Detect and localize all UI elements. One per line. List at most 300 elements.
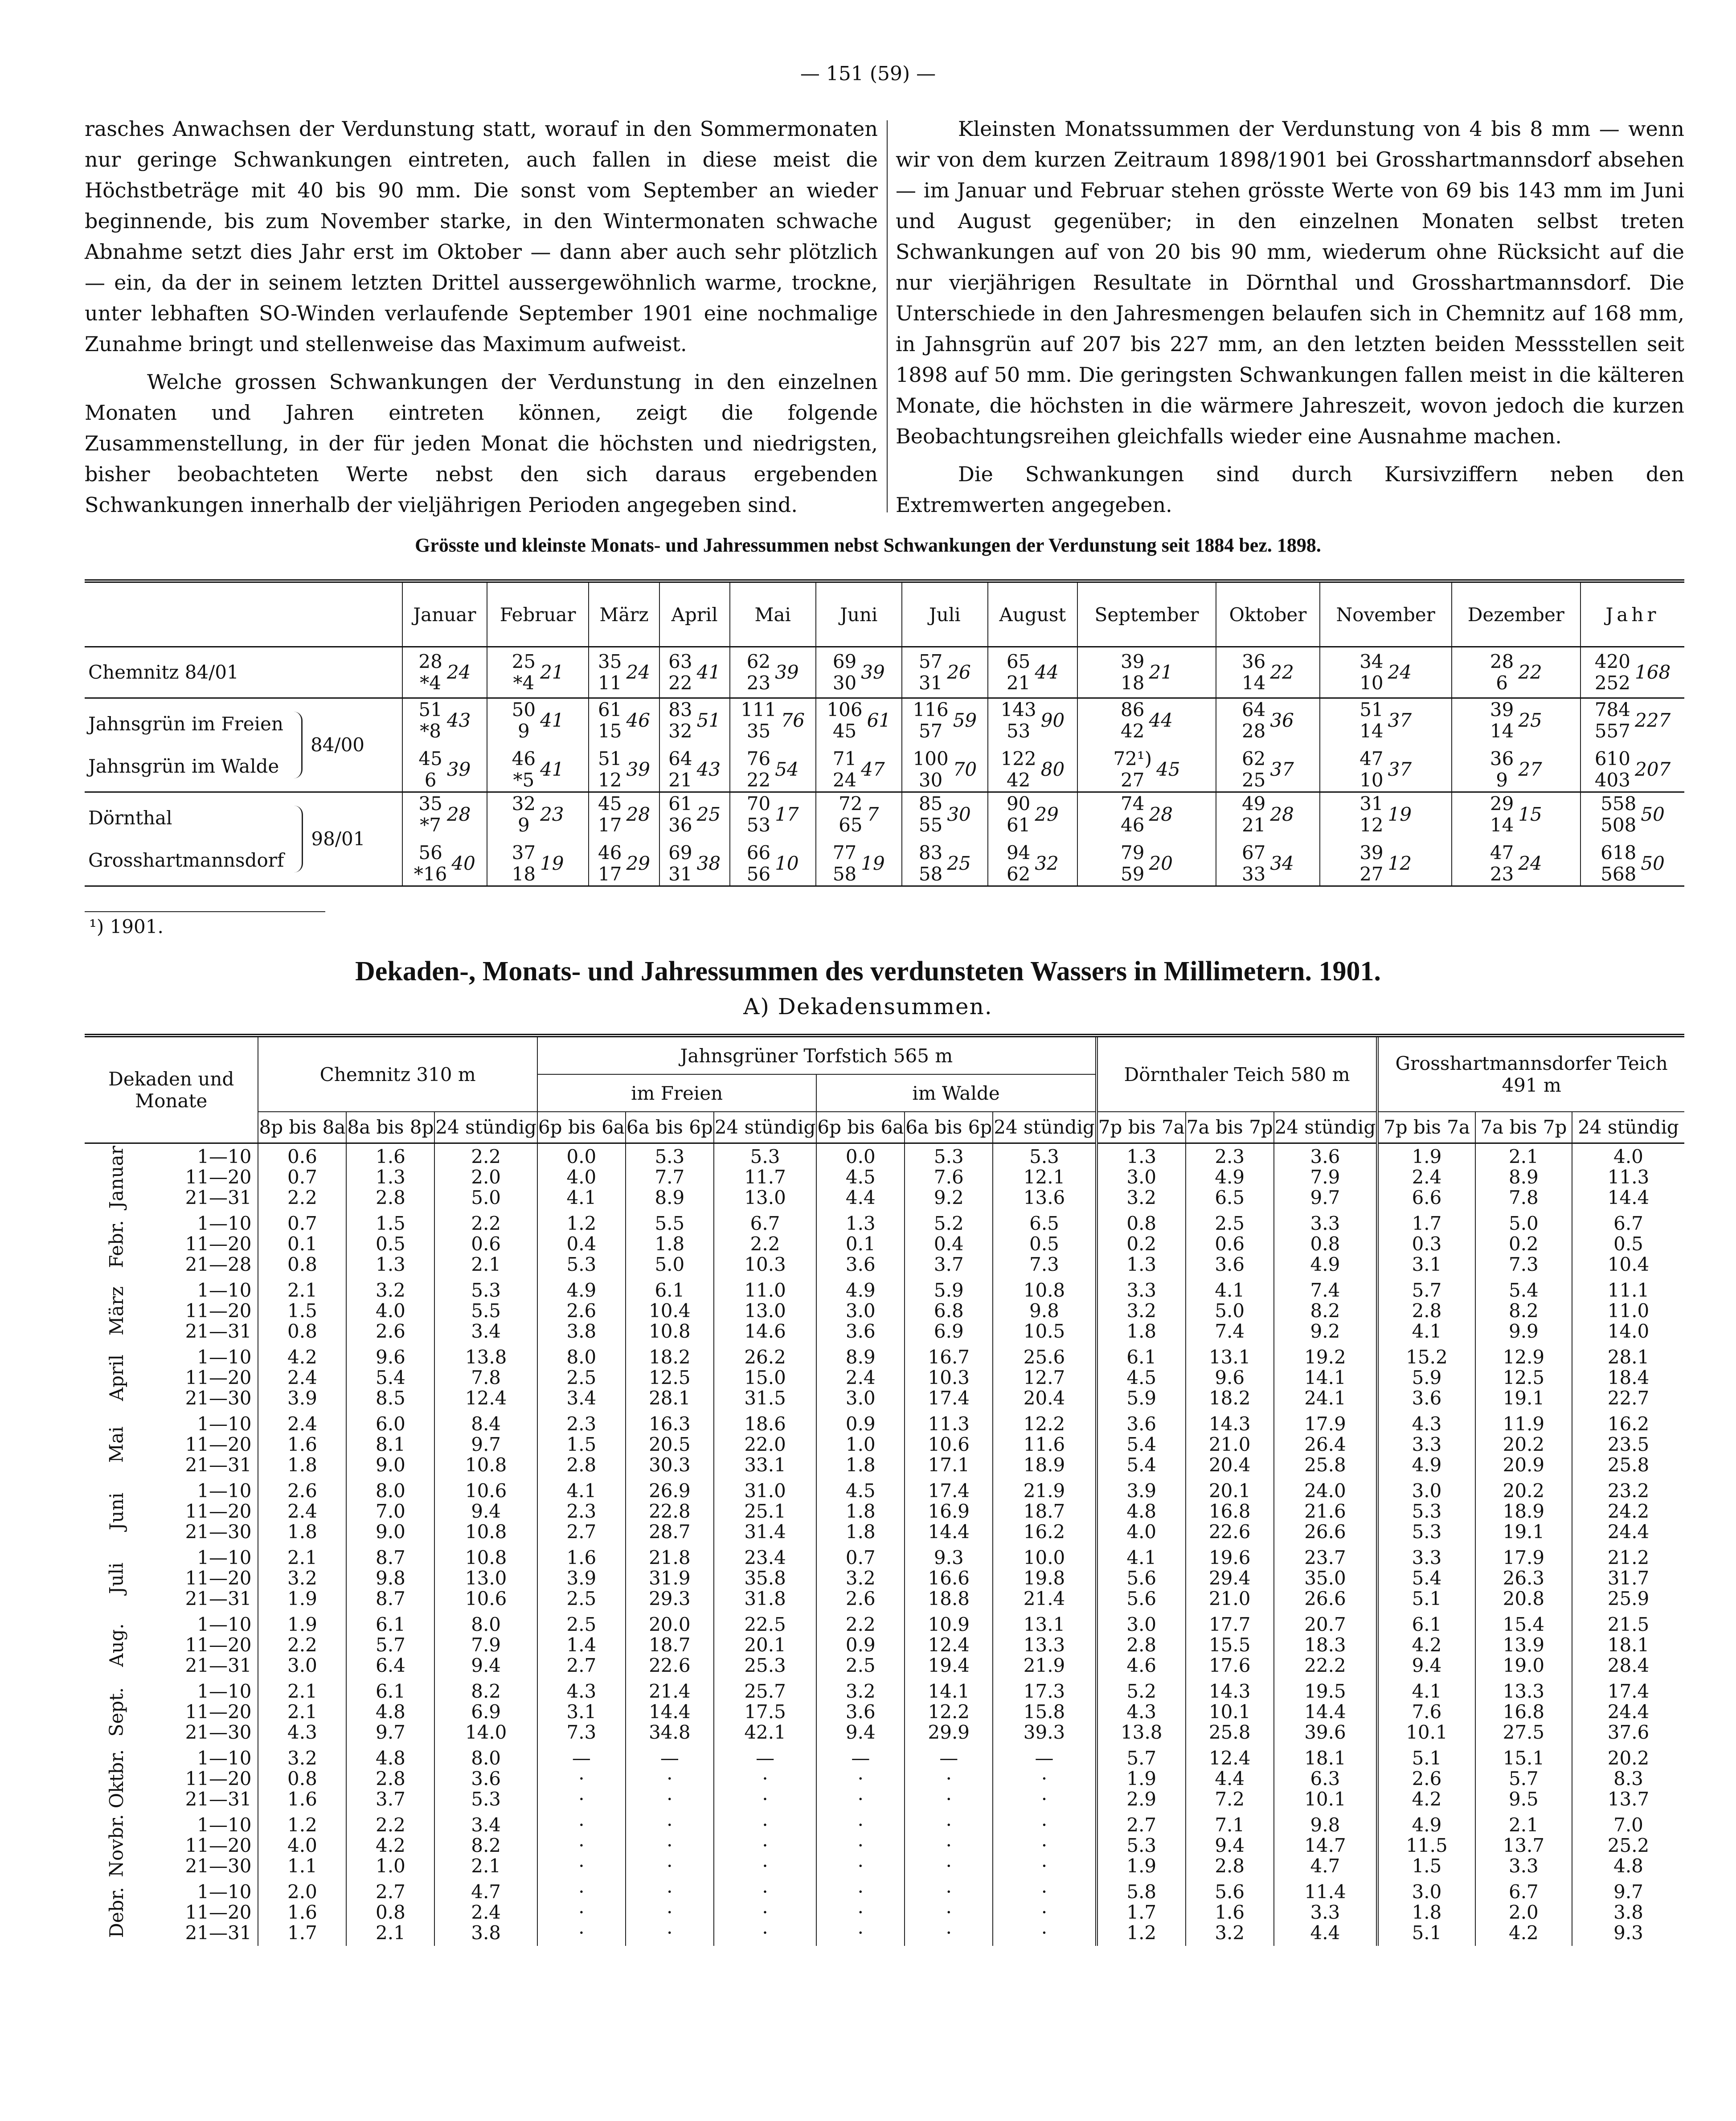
max-min-pair: [747, 748, 770, 791]
value-cell: 1.6: [287, 1788, 317, 1810]
value-cell: 0.8: [287, 1320, 317, 1342]
min-value: 58: [918, 863, 943, 885]
value-cell: 8.5: [376, 1387, 405, 1409]
value-cell: 5.9: [1126, 1387, 1157, 1409]
decade-values: [1377, 1411, 1475, 1478]
decade-values: [1274, 1545, 1378, 1612]
value-cell: 42.1: [744, 1721, 786, 1743]
value-cell: 10.6: [465, 1479, 507, 1502]
range-value: 19: [540, 852, 564, 874]
max-min-pair: [747, 793, 770, 836]
min-value: 17: [598, 863, 622, 885]
value-cell: 8.0: [566, 1346, 597, 1368]
value-cell: 3.0: [1412, 1880, 1442, 1903]
value-cell: 1.0: [845, 1433, 876, 1455]
value-cell: 4.6: [1126, 1654, 1157, 1676]
max-min-pair: [418, 651, 442, 694]
value-cell: 1.9: [1126, 1855, 1157, 1877]
value-cell: 9.4: [1215, 1834, 1245, 1856]
range-value: 59: [953, 709, 977, 731]
decade-values: [1186, 1612, 1274, 1679]
extremes-cell: [1320, 647, 1452, 698]
decade-values: [714, 1612, 817, 1679]
extremes-cell: [487, 647, 589, 698]
min-value: 42: [1006, 769, 1031, 791]
header-month: Juli: [902, 581, 988, 647]
value-cell: 25.8: [1208, 1721, 1251, 1743]
value-cell: 0.6: [287, 1145, 317, 1167]
value-cell: 3.6: [845, 1700, 876, 1723]
value-cell: 3.0: [1126, 1166, 1157, 1188]
value-cell: 3.0: [1412, 1479, 1442, 1502]
value-cell: 11.7: [744, 1166, 786, 1188]
decade-values: [434, 1545, 537, 1612]
decade-values: [258, 1879, 346, 1946]
value-cell: 28.1: [1607, 1346, 1650, 1368]
max-value: 35: [598, 651, 622, 672]
value-cell: 5.4: [1126, 1454, 1157, 1476]
value-cell: 0.5: [1613, 1232, 1643, 1255]
value-cell: 0.4: [934, 1232, 964, 1255]
value-cell: 0.9: [845, 1413, 876, 1435]
value-cell: 2.1: [287, 1546, 317, 1568]
value-cell: —: [939, 1747, 958, 1769]
month-name: Sept.: [105, 1687, 127, 1736]
decade-values: [993, 1679, 1097, 1745]
decade-values: [1572, 1344, 1684, 1411]
max-value: 122: [1000, 748, 1036, 770]
range-value: 21: [1149, 661, 1173, 683]
value-cell: 2.3: [566, 1413, 597, 1435]
value-cell: 0.5: [376, 1232, 405, 1255]
value-cell: 1.8: [655, 1232, 685, 1255]
value-cell: 13.8: [465, 1346, 507, 1368]
range-value: 24: [1518, 852, 1542, 874]
value-cell: ·: [762, 1880, 768, 1903]
value-cell: 2.0: [287, 1880, 317, 1903]
min-value: *4: [420, 672, 442, 694]
value-cell: 20.4: [1208, 1454, 1251, 1476]
value-cell: 1.7: [1126, 1901, 1157, 1923]
value-cell: 4.3: [1412, 1413, 1442, 1435]
decade-values: [1377, 1812, 1475, 1879]
extremes-cell: [402, 698, 487, 792]
decade-values: [1097, 1278, 1186, 1344]
header-month: Oktober: [1216, 581, 1320, 647]
station-label: [85, 698, 402, 792]
range-value: 39: [626, 758, 650, 780]
month-name: Juni: [105, 1492, 127, 1530]
value-cell: 8.2: [471, 1834, 501, 1856]
value-cell: 13.0: [744, 1299, 786, 1322]
month-label: [85, 1143, 148, 1211]
value-cell: 9.4: [845, 1721, 876, 1743]
value-cell: 26.9: [649, 1479, 691, 1502]
decade-values: [346, 1612, 434, 1679]
range-value: 50: [1641, 852, 1665, 874]
value-cell: ·: [667, 1880, 673, 1903]
value-cell: 4.1: [1215, 1279, 1245, 1301]
max-value: 65: [1006, 651, 1031, 672]
value-cell: 1.5: [376, 1212, 405, 1234]
min-value: 45: [832, 720, 857, 742]
value-cell: 19.1: [1503, 1387, 1545, 1409]
value-cell: 14.4: [1304, 1700, 1346, 1723]
value-cell: 9.7: [376, 1721, 405, 1743]
decade-values: [1475, 1411, 1572, 1478]
value-cell: 8.9: [1508, 1166, 1539, 1188]
max-value: 62: [746, 651, 771, 672]
value-cell: 3.6: [1310, 1145, 1340, 1167]
value-cell: 17.5: [744, 1700, 786, 1723]
value-cell: 12.7: [1023, 1366, 1065, 1388]
decade-values: [537, 1745, 626, 1812]
text-column-right: [896, 114, 1684, 528]
decade-values: [714, 1211, 817, 1278]
decade-values: [626, 1143, 714, 1211]
value-cell: ·: [857, 1788, 864, 1810]
max-value: 51: [1359, 699, 1384, 721]
min-value: 58: [832, 863, 857, 885]
decade-values: [905, 1812, 993, 1879]
decade-values: [1186, 1745, 1274, 1812]
value-cell: 1.9: [287, 1613, 317, 1635]
extremes-cell: [1580, 647, 1684, 698]
value-cell: 24.4: [1607, 1520, 1650, 1543]
value-cell: 11.9: [1503, 1413, 1545, 1435]
value-cell: ·: [578, 1921, 585, 1944]
value-cell: 2.5: [566, 1613, 597, 1635]
decade-values: [1186, 1411, 1274, 1478]
value-cell: 3.6: [471, 1767, 501, 1789]
decade-values: [537, 1612, 626, 1679]
value-cell: 2.6: [566, 1299, 597, 1322]
min-value: 9: [517, 814, 530, 836]
max-min-pair: [668, 842, 692, 885]
value-cell: 20.7: [1304, 1613, 1346, 1635]
value-cell: 5.1: [1412, 1921, 1442, 1944]
decade-values: [258, 1143, 346, 1211]
value-cell: ·: [578, 1834, 585, 1856]
max-value: 46: [512, 748, 536, 770]
decade-values: [626, 1545, 714, 1612]
decade-values: [714, 1278, 817, 1344]
decade-labels: [148, 1679, 258, 1745]
subheader-period: 6a bis 6p: [626, 1112, 714, 1143]
min-value: 62: [1006, 863, 1031, 885]
decade-values: [1377, 1143, 1475, 1211]
decade-values: [258, 1478, 346, 1545]
value-cell: 3.3: [1310, 1901, 1340, 1923]
value-cell: 6.1: [1126, 1346, 1157, 1368]
value-cell: 4.1: [1126, 1546, 1157, 1568]
value-cell: 2.4: [1412, 1166, 1442, 1188]
decade-values: [1572, 1812, 1684, 1879]
decade-values: [905, 1278, 993, 1344]
value-cell: 9.6: [1215, 1366, 1245, 1388]
min-value: 10: [1359, 769, 1384, 791]
value-cell: 10.4: [1607, 1253, 1650, 1275]
value-cell: —: [660, 1747, 679, 1769]
value-cell: 0.8: [287, 1253, 317, 1275]
max-value: 47: [1490, 842, 1514, 864]
value-cell: 3.6: [845, 1320, 876, 1342]
value-cell: 25.1: [744, 1500, 786, 1522]
decade-values: [1475, 1612, 1572, 1679]
range-value: 15: [1518, 803, 1542, 825]
value-cell: 3.2: [1215, 1921, 1245, 1944]
decade-values: [905, 1344, 993, 1411]
value-cell: 17.4: [1607, 1680, 1650, 1702]
value-cell: 18.6: [744, 1413, 786, 1435]
min-value: 21: [668, 769, 692, 791]
range-value: 39: [861, 661, 885, 683]
range-value: 28: [1149, 803, 1173, 825]
extremes-cell: [1452, 647, 1580, 698]
max-value: 50: [512, 699, 536, 721]
value-cell: 18.2: [1208, 1387, 1251, 1409]
value-cell: 16.8: [1208, 1500, 1251, 1522]
value-cell: 12.1: [1023, 1166, 1065, 1188]
month-row: [85, 1545, 1684, 1612]
value-cell: 4.4: [1310, 1921, 1340, 1944]
value-cell: 1.4: [566, 1634, 597, 1656]
extremes-cell: [988, 647, 1077, 698]
value-cell: 5.7: [1412, 1279, 1442, 1301]
max-value: 558: [1601, 793, 1637, 815]
month-name: Oktbr.: [105, 1749, 127, 1808]
month-name: März: [105, 1286, 127, 1335]
period-label: 98/01: [311, 828, 365, 850]
value-cell: ·: [1041, 1767, 1048, 1789]
value-cell: 31.7: [1607, 1567, 1650, 1589]
decade-values: [434, 1211, 537, 1278]
decade-label: 11—20: [185, 1634, 252, 1656]
value-cell: 2.1: [376, 1921, 405, 1944]
header-doernthal: Dörnthaler Teich 580 m: [1097, 1036, 1377, 1112]
value-cell: ·: [762, 1855, 768, 1877]
extremes-cell: [730, 647, 816, 698]
value-cell: 1.5: [1412, 1855, 1442, 1877]
extremes-table: [85, 579, 1684, 887]
range-value: 43: [446, 709, 471, 731]
range-value: 28: [446, 803, 471, 825]
decade-values: [1377, 1879, 1475, 1946]
decade-values: [626, 1411, 714, 1478]
decade-label: 11—20: [185, 1433, 252, 1455]
value-cell: ·: [667, 1814, 673, 1836]
value-cell: 7.6: [934, 1166, 964, 1188]
value-cell: 11.3: [928, 1413, 970, 1435]
page-header: — 151 (59) —: [800, 62, 936, 85]
month-row: [85, 1679, 1684, 1745]
value-cell: 18.1: [1607, 1634, 1650, 1656]
max-min-pair: [1601, 842, 1636, 885]
decade-values: [816, 1612, 905, 1679]
max-min-pair: [833, 748, 856, 791]
max-value: 618: [1601, 842, 1637, 864]
value-cell: 22.6: [1208, 1520, 1251, 1543]
decade-values: [1097, 1344, 1186, 1411]
max-value: 143: [1000, 699, 1036, 721]
decade-values: [537, 1344, 626, 1411]
decade-values: [626, 1478, 714, 1545]
month-label: [85, 1478, 148, 1545]
value-cell: 4.4: [845, 1186, 876, 1208]
period-label: 84/00: [310, 734, 365, 756]
value-cell: 21.4: [649, 1680, 691, 1702]
value-cell: 2.1: [471, 1855, 501, 1877]
subheader-period: 7a bis 7p: [1186, 1112, 1274, 1143]
value-cell: 20.1: [744, 1634, 786, 1656]
range-value: 37: [1388, 758, 1412, 780]
value-cell: 9.0: [376, 1454, 405, 1476]
value-cell: 4.8: [376, 1747, 405, 1769]
decade-values: [626, 1679, 714, 1745]
value-cell: 0.8: [376, 1901, 405, 1923]
value-cell: 13.7: [1503, 1834, 1545, 1856]
value-cell: 3.0: [287, 1654, 317, 1676]
value-cell: 4.9: [1412, 1814, 1442, 1836]
max-min-pair: [1113, 748, 1152, 791]
min-value: 53: [746, 814, 771, 836]
value-cell: 6.7: [750, 1212, 780, 1234]
value-cell: 7.0: [376, 1500, 405, 1522]
decade-values: [905, 1879, 993, 1946]
value-cell: 4.1: [1412, 1320, 1442, 1342]
extremes-cell: [589, 792, 659, 886]
max-value: 72¹): [1113, 748, 1152, 770]
value-cell: 5.7: [376, 1634, 405, 1656]
max-min-pair: [598, 699, 622, 742]
decade-values: [258, 1411, 346, 1478]
range-value: 34: [1270, 852, 1294, 874]
value-cell: ·: [946, 1880, 952, 1903]
value-cell: 2.2: [287, 1186, 317, 1208]
decade-label: 21—31: [185, 1654, 252, 1676]
value-cell: 6.5: [1215, 1186, 1245, 1208]
decade-values: [537, 1545, 626, 1612]
range-value: 168: [1635, 661, 1671, 683]
value-cell: 18.9: [1503, 1500, 1545, 1522]
decade-values: [258, 1278, 346, 1344]
decade-values: [1572, 1143, 1684, 1211]
value-cell: 9.3: [1613, 1921, 1643, 1944]
max-min-pair: [919, 842, 942, 885]
min-value: 57: [918, 720, 943, 742]
min-value: 23: [1490, 863, 1514, 885]
value-cell: 2.5: [566, 1366, 597, 1388]
value-cell: 1.5: [287, 1299, 317, 1322]
max-min-pair: [919, 793, 942, 836]
min-value: 14: [1359, 720, 1384, 742]
value-cell: 4.5: [1126, 1366, 1157, 1388]
decade-values: [258, 1545, 346, 1612]
min-value: 46: [1121, 814, 1145, 836]
decade-values: [1475, 1278, 1572, 1344]
value-cell: 7.1: [1215, 1814, 1245, 1836]
month-label: [85, 1679, 148, 1745]
range-value: 24: [1388, 661, 1412, 683]
value-cell: 3.0: [845, 1387, 876, 1409]
value-cell: 3.2: [1126, 1299, 1157, 1322]
max-min-pair: [1601, 793, 1636, 836]
decade-labels: [148, 1545, 258, 1612]
paragraph: Die Schwankungen sind durch Kursivziffern neben den Extremwerten angegeben.: [896, 462, 1684, 517]
value-cell: —: [756, 1747, 775, 1769]
subheader-period: 6a bis 6p: [905, 1112, 993, 1143]
max-value: 34: [1359, 651, 1384, 672]
value-cell: 2.8: [376, 1186, 405, 1208]
decade-values: [1377, 1211, 1475, 1278]
subheader-period: 24 stündig: [434, 1112, 537, 1143]
value-cell: 6.4: [376, 1654, 405, 1676]
value-cell: 21.0: [1208, 1587, 1251, 1609]
value-cell: 2.1: [287, 1700, 317, 1723]
max-min-pair: [1490, 842, 1514, 885]
value-cell: 0.0: [566, 1145, 597, 1167]
value-cell: 2.3: [566, 1500, 597, 1522]
decade-values: [1377, 1344, 1475, 1411]
extremes-cell: [1452, 698, 1580, 792]
value-cell: 4.0: [1126, 1520, 1157, 1543]
decade-values: [714, 1679, 817, 1745]
value-cell: 2.2: [376, 1814, 405, 1836]
extremes-cell: [1216, 647, 1320, 698]
footnote-rule: [85, 911, 325, 912]
extremes-cell: [988, 792, 1077, 886]
range-value: 44: [1149, 709, 1173, 731]
decade-labels: [148, 1745, 258, 1812]
decade-label: 21—30: [185, 1721, 252, 1743]
decade-label: 21—31: [185, 1587, 252, 1609]
value-cell: 4.1: [566, 1479, 597, 1502]
value-cell: 14.4: [1607, 1186, 1650, 1208]
range-value: 76: [781, 709, 805, 731]
value-cell: 5.5: [655, 1212, 685, 1234]
value-cell: 10.8: [465, 1454, 507, 1476]
decade-values: [346, 1278, 434, 1344]
header-dekaden: Dekaden und Monate: [108, 1068, 234, 1112]
decade-label: 21—30: [185, 1387, 252, 1409]
value-cell: 19.1: [1503, 1520, 1545, 1543]
value-cell: 23.7: [1304, 1546, 1346, 1568]
decade-values: [905, 1612, 993, 1679]
value-cell: 8.2: [1508, 1299, 1539, 1322]
max-min-pair: [919, 651, 942, 694]
value-cell: 19.4: [928, 1654, 970, 1676]
max-min-pair: [1007, 842, 1030, 885]
value-cell: 18.1: [1304, 1747, 1346, 1769]
decade-values: [258, 1211, 346, 1278]
value-cell: 19.2: [1304, 1346, 1346, 1368]
range-value: 28: [626, 803, 650, 825]
decade-values: [816, 1679, 905, 1745]
min-value: 12: [1359, 814, 1384, 836]
decade-values: [993, 1545, 1097, 1612]
decade-values: [993, 1411, 1097, 1478]
value-cell: 1.7: [287, 1921, 317, 1944]
min-value: 32: [668, 720, 692, 742]
value-cell: 1.6: [376, 1145, 405, 1167]
value-cell: 2.5: [1215, 1212, 1245, 1234]
decade-values: [714, 1545, 817, 1612]
max-value: 71: [832, 748, 857, 770]
decade-values: [346, 1478, 434, 1545]
value-cell: 5.3: [750, 1145, 780, 1167]
value-cell: 4.2: [1412, 1788, 1442, 1810]
range-value: 227: [1635, 709, 1671, 731]
